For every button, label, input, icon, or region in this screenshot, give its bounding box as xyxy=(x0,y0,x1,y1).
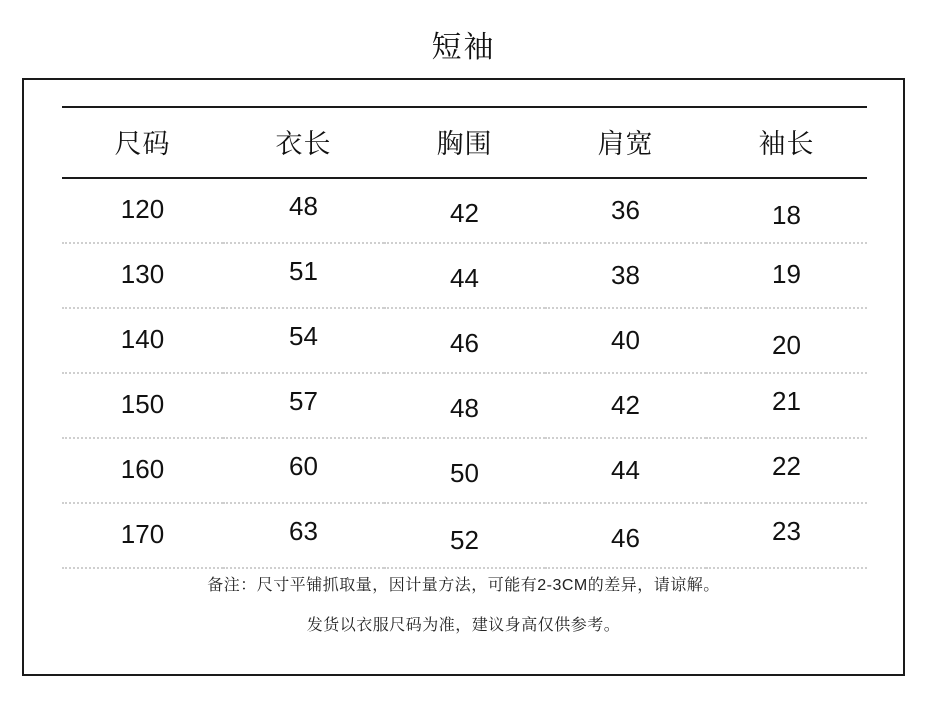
cell-text: 46 xyxy=(450,328,479,358)
cell-bust xyxy=(384,178,545,243)
cell-shoulder xyxy=(545,503,706,568)
cell-text: 44 xyxy=(611,455,640,485)
cell-text: 48 xyxy=(289,191,318,221)
cell-sleeve xyxy=(706,243,867,308)
cell-bust xyxy=(384,308,545,373)
cell-text: 54 xyxy=(289,321,318,351)
table-header-row xyxy=(62,107,867,178)
cell-text: 20 xyxy=(772,330,801,360)
cell-text: 120 xyxy=(120,194,165,224)
size-table-container xyxy=(62,106,867,569)
size-chart-card xyxy=(22,78,905,676)
column-header-length: 衣长 xyxy=(275,129,332,159)
cell-length xyxy=(223,178,384,243)
cell-text: 18 xyxy=(772,200,801,230)
notes-section xyxy=(24,572,903,640)
cell-text: 44 xyxy=(450,263,479,293)
cell-text: 63 xyxy=(289,516,318,546)
cell-size xyxy=(62,438,223,503)
table-row xyxy=(62,308,867,373)
cell-sleeve xyxy=(706,438,867,503)
cell-size xyxy=(62,178,223,243)
cell-length xyxy=(223,438,384,503)
cell-text: 19 xyxy=(772,259,801,289)
column-header-shoulder: 肩宽 xyxy=(597,129,654,159)
column-header-bust: 胸围 xyxy=(436,129,493,159)
size-table-body xyxy=(62,178,867,568)
cell-shoulder xyxy=(545,438,706,503)
cell-text: 46 xyxy=(611,523,640,553)
cell-bust xyxy=(384,503,545,568)
size-table xyxy=(62,106,867,569)
cell-sleeve xyxy=(706,503,867,568)
cell-text: 38 xyxy=(611,260,640,290)
cell-length xyxy=(223,243,384,308)
cell-text: 170 xyxy=(120,519,165,549)
cell-text: 160 xyxy=(120,454,165,484)
table-row xyxy=(62,178,867,243)
cell-text: 150 xyxy=(120,389,165,419)
cell-text: 130 xyxy=(120,259,165,289)
table-row xyxy=(62,373,867,438)
cell-text: 52 xyxy=(450,525,479,555)
cell-length xyxy=(223,373,384,438)
cell-size xyxy=(62,243,223,308)
cell-text: 40 xyxy=(611,325,640,355)
cell-text: 22 xyxy=(772,451,801,481)
cell-text: 23 xyxy=(772,516,801,546)
cell-bust xyxy=(384,243,545,308)
cell-shoulder xyxy=(545,308,706,373)
size-table-head xyxy=(62,107,867,178)
cell-length xyxy=(223,503,384,568)
cell-bust xyxy=(384,373,545,438)
cell-sleeve xyxy=(706,308,867,373)
page-title: 短袖 xyxy=(431,31,496,64)
cell-text: 42 xyxy=(450,198,479,228)
column-header-sleeve: 袖长 xyxy=(758,129,815,159)
cell-text: 48 xyxy=(450,393,479,423)
table-row xyxy=(62,243,867,308)
cell-text: 36 xyxy=(611,195,640,225)
cell-text: 21 xyxy=(772,386,801,416)
cell-shoulder xyxy=(545,373,706,438)
cell-text: 60 xyxy=(289,451,318,481)
cell-sleeve xyxy=(706,373,867,438)
table-row xyxy=(62,503,867,568)
cell-sleeve xyxy=(706,178,867,243)
note-measurement: 备注：尺寸平铺抓取量，因计量方法，可能有2-3CM的差异，请谅解。 xyxy=(207,577,720,594)
cell-shoulder xyxy=(545,178,706,243)
cell-length xyxy=(223,308,384,373)
cell-text: 57 xyxy=(289,386,318,416)
cell-shoulder xyxy=(545,243,706,308)
cell-text: 50 xyxy=(450,458,479,488)
cell-text: 42 xyxy=(611,390,640,420)
cell-text: 140 xyxy=(120,324,165,354)
note-shipping: 发货以衣服尺码为准，建议身高仅供参考。 xyxy=(306,617,621,634)
column-header-size: 尺码 xyxy=(114,129,171,159)
table-row xyxy=(62,438,867,503)
cell-size xyxy=(62,308,223,373)
cell-size xyxy=(62,373,223,438)
cell-text: 51 xyxy=(289,256,318,286)
cell-size xyxy=(62,503,223,568)
cell-bust xyxy=(384,438,545,503)
